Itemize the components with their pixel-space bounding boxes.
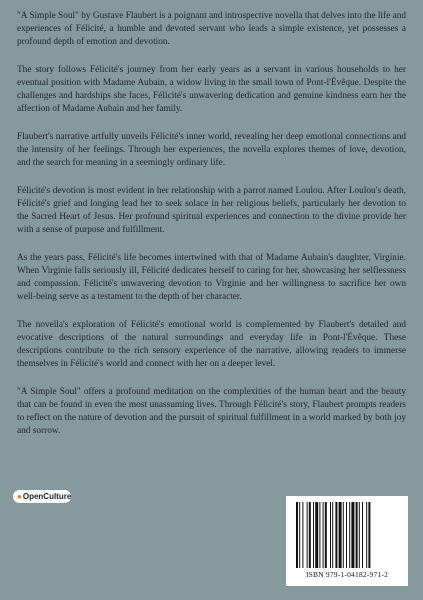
blurb-paragraph-5: As the years pass, Félicité's life becomes intertwined with that of Madame Aubain's daughter, Virginie. When Virginie falls seriously ill, Félicité dedicates herself to caring for her, showcasing her selflessness and compassion. Félicité's unwavering devotion to Virginie and her willingness to sacrifice her own well-being serve as a testament to the depth of her character. xyxy=(17,253,406,302)
blurb-paragraph-4: Félicité's devotion is most evident in her relationship with a parrot named Loulou. After Loulou's death, Félicité's grief and longing lead her to seek solace in her religious beliefs, particularly her devotion to the Sacred Heart of Jesus. Her profound spiritual experiences and connection to the divine provide her with a sense of purpose and fulfillment. xyxy=(17,186,406,235)
publisher-logo xyxy=(13,490,71,503)
blurb xyxy=(17,10,406,453)
blurb-paragraph-1: "A Simple Soul" by Gustave Flaubert is a poignant and introspective novella that delves into the life and experiences of Félicité, a humble and devoted servant who leads a simple existence, yet possesses a profound depth of emotion and devotion. xyxy=(17,11,406,47)
blurb-paragraph-7: "A Simple Soul" offers a profound meditation on the complexities of the human heart and the beauty that can be found in even the most unassuming lives. Through Félicité's story, Flaubert prompts readers to reflect on the nature of devotion and the pursuit of spiritual fulfillment in a world marked by both joy and sorrow. xyxy=(17,387,406,436)
barcode-panel xyxy=(286,496,408,586)
publisher-logo-text: OpenCulture xyxy=(22,492,72,501)
blurb-paragraph-3: Flaubert's narrative artfully unveils Félicité's inner world, revealing her deep emotional connections and the intensity of her feelings. Through her experiences, the novella explores themes of love, devotion, and the search for meaning in a seemingly ordinary life. xyxy=(17,132,406,168)
blurb-paragraph-6: The novella's exploration of Félicité's emotional world is complemented by Flaubert's detailed and evocative descriptions of the natural surroundings and everyday life in Pont-l'Évêque. These descriptions contribute to the rich sensory experience of the narrative, allowing readers to immerse themselves in Félicité's world and connect with her on a deeper level. xyxy=(17,320,406,369)
barcode-icon xyxy=(296,502,398,568)
blurb-paragraph-2: The story follows Félicité's journey from her early years as a servant in various households to her eventual position with Madame Aubain, a widow living in the small town of Pont-l'Évêque. Despite the challenges and hardships she faces, Félicité's unwavering dedication and genuine kindness earn her the affection of Madame Aubain and her family. xyxy=(17,65,406,114)
publisher-logo-icon: ● xyxy=(17,492,22,501)
isbn-label: ISBN 979-1-04182-971-2 xyxy=(305,570,389,579)
